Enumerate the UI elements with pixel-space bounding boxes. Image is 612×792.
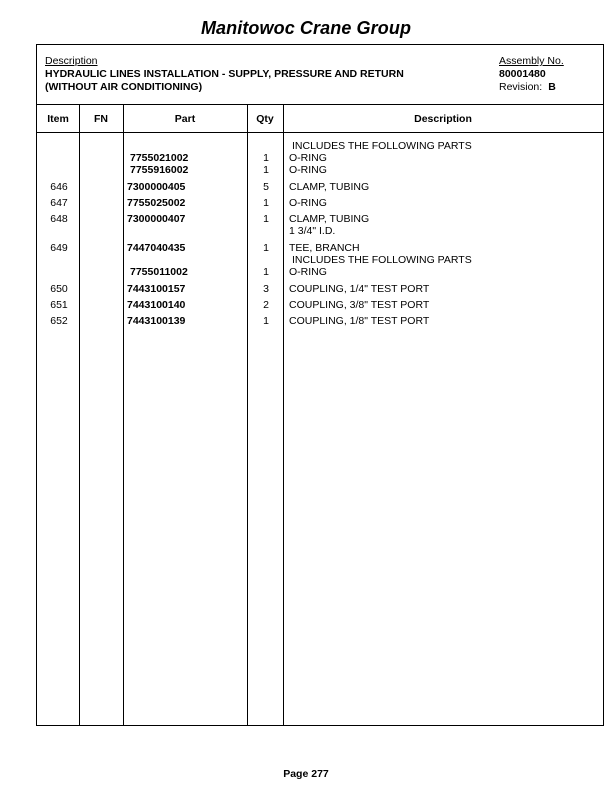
row-part-number: 7755025002 <box>127 197 186 209</box>
row-item-number: 649 <box>50 242 68 254</box>
row-part-number: 7443100157 <box>127 283 186 295</box>
row-description-detail: 1 3/4" I.D. <box>289 225 336 237</box>
table-header <box>37 105 603 133</box>
row-item-number: 650 <box>50 283 68 295</box>
row-description: INCLUDES THE FOLLOWING PARTS <box>292 254 472 266</box>
row-description: O-RING <box>289 197 327 209</box>
row-description: O-RING <box>289 152 327 164</box>
row-qty: 1 <box>263 164 269 176</box>
column-header-fn: FN <box>94 113 108 125</box>
row-item-number: 647 <box>50 197 68 209</box>
row-part-number: 7755916002 <box>130 164 189 176</box>
row-qty: 1 <box>263 315 269 327</box>
row-qty: 5 <box>263 181 269 193</box>
column-divider <box>247 105 248 725</box>
row-description: O-RING <box>289 164 327 176</box>
row-qty: 1 <box>263 266 269 278</box>
row-description: TEE, BRANCH <box>289 242 360 254</box>
assembly-description-line1: HYDRAULIC LINES INSTALLATION - SUPPLY, PRESSURE AND RETURN <box>45 68 404 80</box>
parts-list-frame <box>36 44 604 726</box>
row-part-number: 7300000405 <box>127 181 186 193</box>
row-description: COUPLING, 1/4" TEST PORT <box>289 283 430 295</box>
column-divider <box>283 105 284 725</box>
row-qty: 1 <box>263 152 269 164</box>
column-header-item: Item <box>47 113 69 125</box>
row-item-number: 646 <box>50 181 68 193</box>
revision-label: Revision: <box>499 81 543 93</box>
page-title: Manitowoc Crane Group <box>200 18 412 38</box>
row-qty: 1 <box>263 242 269 254</box>
row-part-number: 7443100139 <box>127 315 186 327</box>
row-description: COUPLING, 1/8" TEST PORT <box>289 315 430 327</box>
column-header-part: Part <box>174 113 196 125</box>
page-number: Page 277 <box>283 768 329 780</box>
row-qty: 3 <box>263 283 269 295</box>
row-description: COUPLING, 3/8" TEST PORT <box>289 299 430 311</box>
row-part-number: 7300000407 <box>127 213 186 225</box>
row-qty: 2 <box>263 299 269 311</box>
row-part-number: 7443100140 <box>127 299 186 311</box>
revision <box>499 81 556 94</box>
row-part-number: 7755021002 <box>130 152 189 164</box>
row-part-number: 7755011002 <box>130 266 188 278</box>
row-description: CLAMP, TUBING <box>289 213 370 225</box>
row-item-number: 651 <box>50 299 68 311</box>
row-part-number: 7447040435 <box>127 242 186 254</box>
column-header-qty: Qty <box>256 113 274 125</box>
assembly-number-label: Assembly No. <box>499 55 564 67</box>
row-description: O-RING <box>289 266 327 278</box>
revision-value: B <box>548 81 556 93</box>
column-header-description: Description <box>414 113 472 125</box>
assembly-description-line2: (WITHOUT AIR CONDITIONING) <box>45 81 203 93</box>
row-qty: 1 <box>263 213 269 225</box>
column-divider <box>123 105 124 725</box>
row-item-number: 652 <box>50 315 68 327</box>
assembly-number: 80001480 <box>499 68 546 80</box>
description-label: Description <box>45 55 98 67</box>
row-item-number: 648 <box>50 213 68 225</box>
row-description: INCLUDES THE FOLLOWING PARTS <box>292 140 472 152</box>
row-description: CLAMP, TUBING <box>289 181 370 193</box>
assembly-header <box>37 45 603 105</box>
row-qty: 1 <box>263 197 269 209</box>
